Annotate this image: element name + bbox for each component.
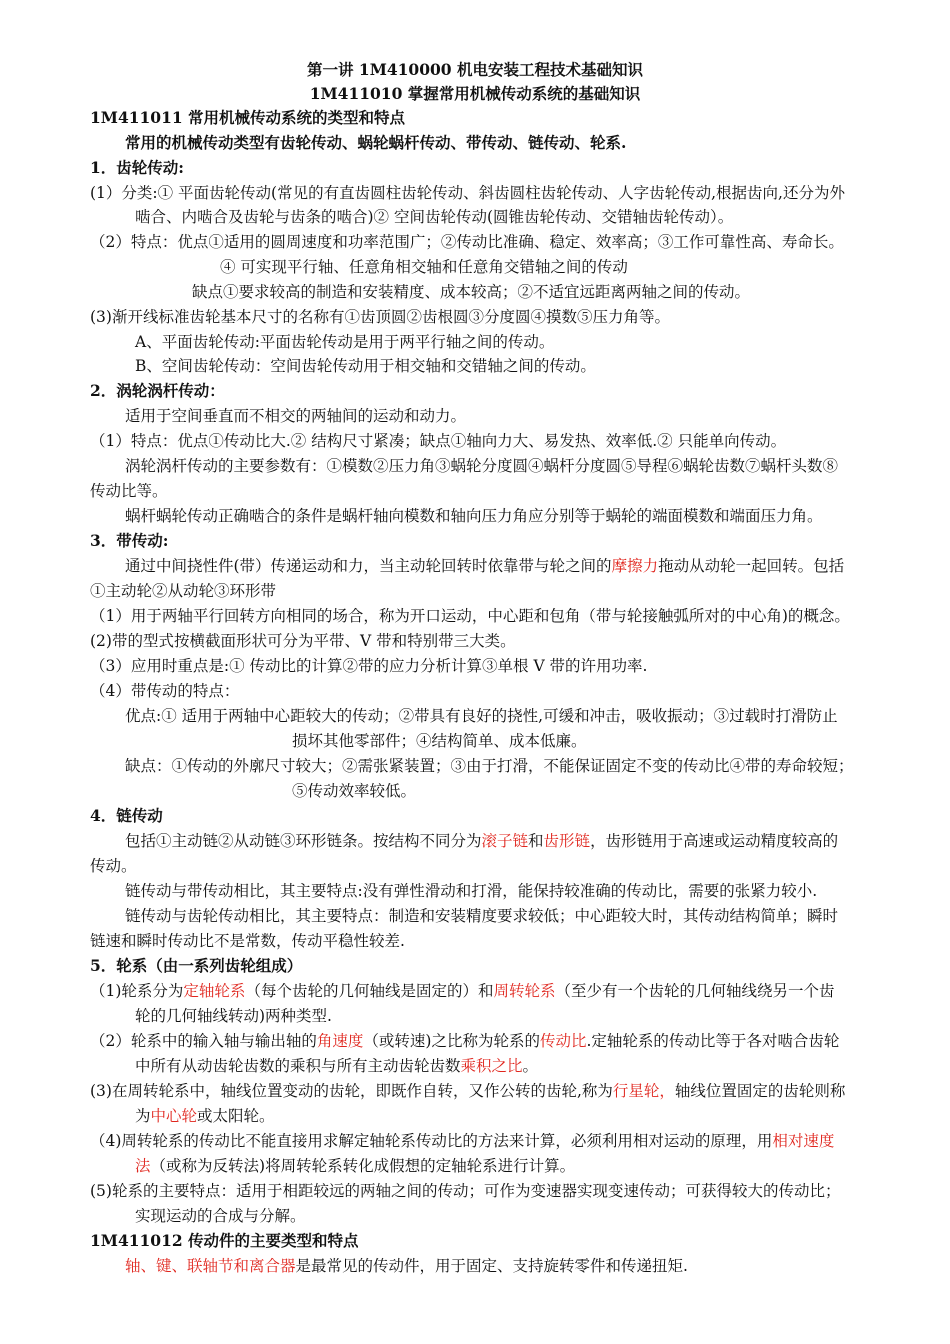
train-features-line2: 实现运动的合成与分解。 xyxy=(135,1207,306,1225)
train-features-line1: (5)轮系的主要特点：适用于相距较远的两轴之间的传动；可作为变速器实现变速传动；可获得较大的传动比； xyxy=(90,1182,841,1200)
highlight-fixed-axis: 定轴轮系 xyxy=(183,982,246,1000)
train-ratio-line2: 中所有从动齿轮齿数的乘积与所有主动齿轮齿数乘积之比。 xyxy=(135,1057,539,1075)
train-types-line2: 轮的几何轴线转动)两种类型. xyxy=(135,1007,332,1025)
belt-disadvantages-line1: 缺点：①传动的外廓尺寸较大；②需张紧装置；③由于打滑，不能保证固定不变的传动比④带的寿命较短； xyxy=(125,757,854,775)
highlight-transmission-ratio: 传动比 xyxy=(539,1032,587,1050)
gear-planar-note: A、平面齿轮传动:平面齿轮传动是用于两平行轴之间的传动。 xyxy=(135,333,555,351)
train-heading: 5．轮系（由一系列齿轮组成） xyxy=(90,956,303,975)
highlight-silent-chain: 齿形链 xyxy=(543,832,591,850)
highlight-sun-gear: 中心轮 xyxy=(150,1107,198,1125)
section-heading-1M411012: 1M411012 传动件的主要类型和特点 xyxy=(90,1231,359,1250)
highlight-method: 法 xyxy=(135,1157,151,1175)
worm-application: 适用于空间垂直而不相交的两轴间的运动和动力。 xyxy=(125,407,467,425)
chain-heading: 4．链传动 xyxy=(90,806,163,825)
worm-heading: 2．涡轮涡杆传动： xyxy=(90,381,225,400)
belt-advantages-line2: 损坏其他零部件；④结构简单、成本低廉。 xyxy=(292,732,587,750)
highlight-relative-velocity: 相对速度 xyxy=(772,1132,835,1150)
worm-parameters-line2: 传动比等。 xyxy=(90,482,168,500)
belt-intro-line1: 通过中间挠性件(带）传递运动和力，当主动轮回转时依靠带与轮之间的摩擦力拖动从动轮一起回转。包括 xyxy=(125,557,845,575)
belt-open-drive: （1）用于两轴平行回转方向相同的场合，称为开口运动，中心距和包角（带与轮接触弧所对的中心角)的概念。 xyxy=(90,607,850,625)
gear-features-disadvantages: 缺点①要求较高的制造和安装精度、成本较高；②不适宜远距离两轴之间的传动。 xyxy=(192,283,751,301)
train-epicyclic-ratio-line1: （4)周转轮系的传动比不能直接用求解定轴轮系传动比的方法来计算，必须利用相对运动的原理，用相对速度 xyxy=(90,1132,835,1150)
gear-features-advantages: （2）特点：优点①适用的圆周速度和功率范围广；②传动比准确、稳定、效率高；③工作可靠性高、寿命长。 xyxy=(90,233,844,251)
page-subtitle: 1M411010 掌握常用机械传动系统的基础知识 xyxy=(309,84,641,103)
belt-intro-line2: ①主动轮②从动轮③环形带 xyxy=(90,582,277,600)
belt-types: (2)带的型式按横截面形状可分为平带、V 带和特别带三大类。 xyxy=(90,632,516,650)
highlight-angular-velocity: 角速度 xyxy=(316,1032,364,1050)
worm-features: （1）特点：优点①传动比大.② 结构尺寸紧凑；缺点①轴向力大、易发热、效率低.② 只能单向传动。 xyxy=(90,432,787,450)
belt-key-points: （3）应用时重点是:① 传动比的计算②带的应力分析计算③单根 V 带的许用功率. xyxy=(90,657,648,675)
highlight-planet-gear: 行星轮， xyxy=(612,1082,675,1100)
gear-heading: 1．齿轮传动: xyxy=(90,158,185,177)
gear-classification-line2: 啮合、内啮合及齿轮与齿条的啮合)② 空间齿轮传动(圆锥齿轮传动、交错轴齿轮传动）。 xyxy=(135,208,734,226)
highlight-product-ratio: 乘积之比 xyxy=(460,1057,523,1075)
train-planet-line1: (3)在周转轮系中，轴线位置变动的齿轮，即既作自转，又作公转的齿轮,称为行星轮，轴线位置固定的齿轮则称 xyxy=(90,1082,846,1100)
gear-involute-sizes: (3)渐开线标准齿轮基本尺寸的名称有①齿顶圆②齿根圆③分度圆④摸数⑤压力角等。 xyxy=(90,308,670,326)
section-intro: 常用的机械传动类型有齿轮传动、蜗轮蜗杆传动、带传动、链传动、轮系. xyxy=(125,133,627,152)
page-title: 第一讲 1M410000 机电安装工程技术基础知识 xyxy=(307,60,643,79)
chain-intro-line2: 传动。 xyxy=(90,857,137,875)
gear-features-advantage4: ④ 可实现平行轴、任意角相交轴和任意角交错轴之间的传动 xyxy=(220,258,628,276)
belt-advantages-line1: 优点:① 适用于两轴中心距较大的传动；②带具有良好的挠性,可缓和冲击，吸收振动；③过载时打滑防止 xyxy=(125,707,838,725)
chain-intro-line1: 包括①主动链②从动链③环形链条。按结构不同分为滚子链和齿形链，齿形链用于高速或运动精度较高的 xyxy=(125,832,839,850)
belt-features-heading: （4）带传动的特点： xyxy=(90,682,240,700)
worm-parameters-line1: 涡轮涡杆传动的主要参数有：①模数②压力角③蜗轮分度圆④蜗杆分度圆⑤导程⑥蜗轮齿数⑦蜗杆头数⑧ xyxy=(125,457,839,475)
worm-meshing-condition: 蜗杆蜗轮传动正确啮合的条件是蜗杆轴向模数和轴向压力角应分别等于蜗轮的端面模数和端面压力角。 xyxy=(125,507,823,525)
gear-classification-line1: (1）分类:① 平面齿轮传动(常见的有直齿圆柱齿轮传动、斜齿圆柱齿轮传动、人字齿轮传动,根据齿向,还分为外 xyxy=(90,184,845,202)
chain-vs-belt: 链传动与带传动相比，其主要特点:没有弹性滑动和打滑，能保持较准确的传动比，需要的张紧力较小. xyxy=(125,882,818,900)
section-heading-1M411011: 1M411011 常用机械传动系统的类型和特点 xyxy=(90,108,406,127)
transmission-parts-intro: 轴、键、联轴节和离合器是最常见的传动件，用于固定、支持旋转零件和传递扭矩. xyxy=(125,1257,688,1275)
train-epicyclic-ratio-line2: 法（或称为反转法)将周转轮系转化成假想的定轴轮系进行计算。 xyxy=(135,1157,576,1175)
belt-heading: 3．带传动: xyxy=(90,531,169,550)
highlight-friction: 摩擦力 xyxy=(611,557,659,575)
train-ratio-line1: （2）轮系中的输入轴与输出轴的角速度（或转速)之比称为轮系的传动比.定轴轮系的传动比等于各对啮合齿轮 xyxy=(90,1032,840,1050)
highlight-roller-chain: 滚子链 xyxy=(481,832,529,850)
train-types-line1: （1)轮系分为定轴轮系（每个齿轮的几何轴线是固定的）和周转轮系（至少有一个齿轮的几何轴线绕另一个齿 xyxy=(90,982,835,1000)
highlight-epicyclic: 周转轮系 xyxy=(493,982,556,1000)
chain-vs-gear-line1: 链传动与齿轮传动相比，其主要特点：制造和安装精度要求较低；中心距较大时，其传动结构简单；瞬时 xyxy=(125,907,839,925)
belt-disadvantages-line2: ⑤传动效率较低。 xyxy=(292,782,417,800)
chain-vs-gear-line2: 链速和瞬时传动比不是常数，传动平稳性较差. xyxy=(90,932,405,950)
train-planet-line2: 为中心轮或太阳轮。 xyxy=(135,1107,275,1125)
gear-spatial-note: B、空间齿轮传动：空间齿轮传动用于相交轴和交错轴之间的传动。 xyxy=(135,357,596,375)
highlight-transmission-parts: 轴、键、联轴节和离合器 xyxy=(125,1257,296,1275)
